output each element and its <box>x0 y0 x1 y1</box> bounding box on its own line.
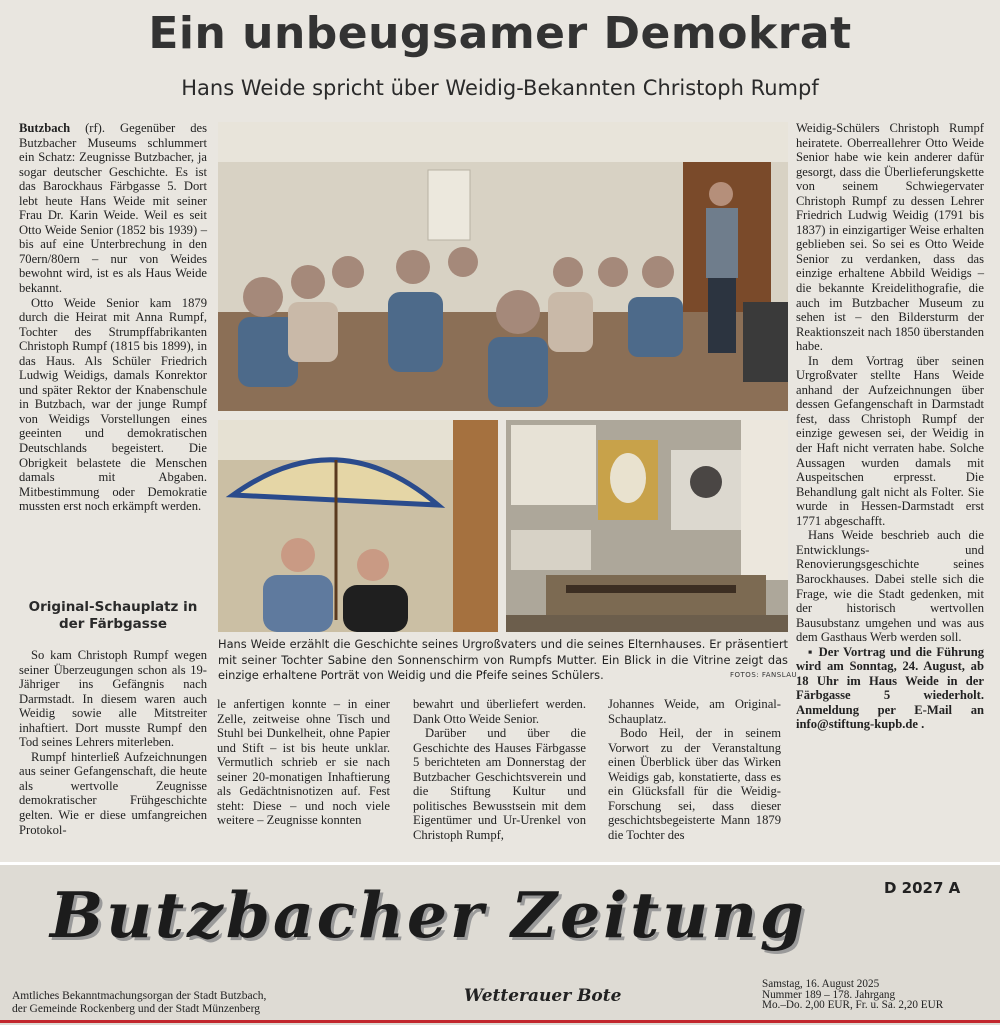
article-paragraph: le anfertigen konnte – in einer Zelle, zeitweise ohne Tisch und Stuhl bei Dunkelheit, ohne Papier und Stift – ist bis heute unklar. Vermutlich schrieb er sie nach seiner 20-monatigen Inhaftierung als Gedächtnisnotizen auf. Fest steht: Diese – und noch viele weitere – Zeugnisse konnten <box>217 697 390 828</box>
photo-vitrine <box>506 420 788 632</box>
article-paragraph: Rumpf hinterließ Aufzeichnungen aus seiner Gefangenschaft, die heute als wertvolle Zeugnisse demokratischer Frühgeschichte gelten. Wie er diese umfangreichen Protokol- <box>19 749 207 837</box>
photo-lecture <box>218 122 788 411</box>
article-paragraph: Johannes Weide, am Original-Schauplatz. <box>608 697 781 726</box>
supplement-logo: Wetterauer Bote <box>464 986 622 1006</box>
article-paragraph: Otto Weide Senior kam 1879 durch die Heirat mit Anna Rumpf, Tochter des Strumpffabrikanten Christoph Rumpf (1815 bis 1899), in das Haus. Als Schüler Friedrich Ludwig Weidigs, damals Konrektor und später Rektor der Knabenschule in Butzbach, war der junge Rumpf von Weidigs Vorstellungen eines geeinten und demokratischen Deutschlands begeistert. Die Obrigkeit belastete die Menschen damals mit Abgaben. Mitbestimmung oder Demokratie mussten erst noch erkämpft werden. <box>19 295 207 514</box>
subheading: Original-Schauplatz in der Färbgasse <box>28 599 198 632</box>
article-column-4 <box>608 697 781 842</box>
subheadline: Hans Weide spricht über Weidig-Bekannten Christoph Rumpf <box>181 76 819 100</box>
official-organ-notice: Amtliches Bekanntmachungsorgan der Stadt Butzbach, der Gemeinde Rockenberg und der Stadt Münzenberg <box>12 990 267 1015</box>
article-column-1b <box>19 648 207 837</box>
article-paragraph: bewahrt und überliefert werden. Dank Otto Weide Senior. <box>413 697 586 726</box>
photo-caption: Hans Weide erzählt die Geschichte seines Urgroßvaters und die seines Elternhauses. Er präsentiert mit seiner Tochter Sabine den Sonnenschirm von Rumpfs Mutter. Ein Blick in die Vitrine zeigt das einzige erhaltene Porträt von Weidig und die Pfeife seines Schülers. <box>218 637 788 682</box>
article-column-1 <box>19 121 207 514</box>
photo-parasol <box>218 420 498 632</box>
article-paragraph: Butzbach (rf). Gegenüber des Butzbacher Museums schlummert ein Schatz: Zeugnisse Butzbacher, ja sogar deutscher Geschichte. Es ist das Barockhaus Färbgasse 5. Dort lebt heute Hans Weide mit seiner Frau Dr. Karin Weide. Weil es seit Otto Weide Senior (1852 bis 1939) – bis auf eine Unterbrechung in den 70ern/80ern – nur von Weides bewohnt wird, ist es als Haus Weide bekannt. <box>19 121 207 296</box>
article-paragraph: In dem Vortrag über seinen Urgroßvater stellte Hans Weide anhand der Aufzeichnungen über dessen Gefangenschaft in Darmstadt fest, dass Christoph Rumpf der einzige gewesen sei, der Weidig in der Haft nicht verraten habe. Solche Aussagen wurden damals mit Auspeitschen erpresst. Die Behandlung galt nicht als Folter. Sie wurde in Hessen-Darmstadt erst 1771 abgeschafft. <box>796 353 984 528</box>
headline: Ein unbeugsamer Demokrat <box>148 8 852 59</box>
event-notice: ▪ Der Vortrag und die Führung wird am Sonntag, 24. August, ab 18 Uhr im Haus Weide in der Färbgasse 5 wiederholt. Anmeldung per E-Mail an info@stiftung-kupb.de . <box>796 644 984 732</box>
masthead <box>0 862 1000 1025</box>
article-paragraph: Darüber und über die Geschichte des Hauses Färbgasse 5 berichteten am Donnerstag der Butzbacher Geschichtsverein und die Stiftung Kultur und politisches Bewusstsein mit dem Eigentümer und Ur-Urenkel von Christoph Rumpf, <box>413 726 586 842</box>
photo-credit: FOTOS: FANSLAU <box>730 671 798 679</box>
article-paragraph: Hans Weide beschrieb auch die Entwicklungs- und Renovierungsgeschichte seines Barockhauses. Dabei stelle sich die Frage, wie die Stadt gedenken, mit der historisch wertvollen Bausubstanz umgehen und was aus dem Gasthaus Werb werden soll. <box>796 528 984 645</box>
article-column-3 <box>413 697 586 842</box>
article-column-5 <box>796 121 984 732</box>
article-paragraph: Bodo Heil, der in seinem Vorwort zu der Veranstaltung einen Überblick über das Wirken Weidigs gab, konstatierte, dass es ein Glücksfall für die Weidig-Forschung sei, dass dieser geschichtsbegeisterte Mann 1879 die Tochter des <box>608 726 781 842</box>
article-paragraph: Weidig-Schülers Christoph Rumpf heiratete. Oberreallehrer Otto Weide Senior habe wie kein anderer dafür gesorgt, dass die Überlieferungskette von seinem Schwiegervater Christoph Rumpf zu dessen Lehrer Friedrich Ludwig Weidig (1791 bis 1837) in einzigartiger Weise erhalten geblieben sei. So sei es Otto Weide Senior zu verdanken, dass das einzige erhaltene Abbild Weidigs – die bekannte Kreidelithografie, die auch im Butzbacher Museum zu sehen ist – den Bildersturm der Reaktionszeit nach 1850 überstanden habe. <box>796 121 984 354</box>
article-paragraph: So kam Christoph Rumpf wegen seiner Überzeugungen schon als 19-Jähriger ins Gefängnis nach Darmstadt. In diesem waren auch Weidig sowie alle Mitstreiter inhaftiert. Dort musste Rumpf den Tod seines Lehrers miterleben. <box>19 648 207 750</box>
issue-price: Mo.–Do. 2,00 EUR, Fr. u. Sa. 2,20 EUR <box>762 999 944 1011</box>
issue-date: Samstag, 16. August 2025 <box>762 978 880 990</box>
article-column-2 <box>217 697 390 828</box>
newspaper-title: Butzbacher Zeitung <box>50 878 807 952</box>
issue-number: Nummer 189 – 178. Jahrgang <box>762 988 896 1001</box>
issue-info <box>762 979 962 1011</box>
dateline: Butzbach <box>19 121 71 135</box>
publication-code: D 2027 A <box>884 879 961 897</box>
